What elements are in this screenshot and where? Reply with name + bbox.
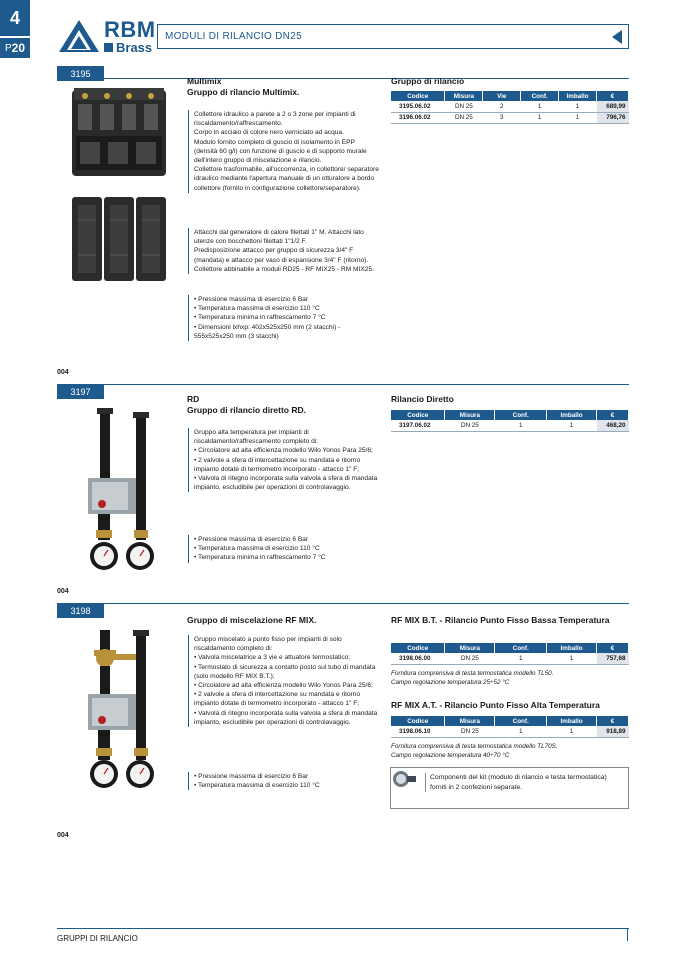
page-code: P 20 bbox=[0, 38, 30, 58]
table-note: Fornitura comprensiva di testa termostatica modello TL50. Campo regolazione temperatura 25÷52 °C bbox=[391, 670, 554, 686]
table-header: Misura bbox=[445, 91, 483, 101]
spec-item: • Pressione massima di esercizio 6 Bar bbox=[194, 772, 380, 781]
table-header: Conf. bbox=[521, 91, 559, 101]
section-tab-3195: 3195 bbox=[57, 66, 104, 81]
product-subtitle: Gruppo di rilancio diretto RD. bbox=[187, 405, 306, 415]
brand-name: RBM bbox=[104, 16, 156, 42]
left-arrow-icon[interactable] bbox=[612, 30, 622, 44]
table-title: Gruppo di rilancio bbox=[391, 76, 465, 86]
feature-item: • Circolatore ad alta efficienza modello Wilo Yonos Para 25/6; bbox=[194, 446, 380, 455]
price-table bbox=[391, 410, 629, 432]
section-divider bbox=[57, 78, 629, 79]
multimix-insulation-image bbox=[70, 195, 168, 283]
table-header: € bbox=[597, 91, 629, 101]
table-header: Vie bbox=[483, 91, 521, 101]
spec-item: • Temperatura massima di esercizio 110 °C bbox=[194, 781, 380, 790]
spec-item: • Temperatura massima di esercizio 110 °C bbox=[194, 304, 380, 313]
description-text: Modulo fornito completo di guscio di isolamento in EPP (densità 60 g/l) con funzione di guscio e di supporto murale dell'intero gruppo di miscelazione e rilancio. bbox=[194, 138, 367, 165]
spec-item: • Temperatura minima in raffrescamento 7 °C bbox=[194, 313, 380, 322]
table-note: Fornitura comprensiva di testa termostatica modello TL70S. Campo regolazione temperatura 40÷70 °C bbox=[391, 743, 558, 759]
description-text: Collettore trasformabile, all'occorrenza, in collettore/ separatore idraulico mediante l'apertura manuale di un otturatore a bordo collettore (fornito in configurazione collettore/separatore). bbox=[194, 166, 379, 192]
spec-item: • Pressione massima di esercizio 6 Bar bbox=[194, 535, 380, 544]
description-text: Collettore idraulico a parete a 2 o 3 zone per impianti di riscaldamento/raffrescamento. bbox=[194, 111, 356, 128]
table-title: RF MIX B.T. - Rilancio Punto Fisso Bassa Temperatura bbox=[391, 615, 610, 625]
section-tab-3198: 3198 bbox=[57, 603, 104, 618]
spec-item: • Temperatura massima di esercizio 110 °C bbox=[194, 544, 380, 553]
section-code: 004 bbox=[57, 588, 69, 595]
header-title: MODULI DI RILANCIO DN25 bbox=[165, 31, 302, 42]
feature-item: • Circolatore ad alta efficienza modello Wilo Yonos Para 25/6; bbox=[194, 681, 380, 690]
table-header: Conf. bbox=[495, 643, 547, 653]
table-header: Misura bbox=[445, 643, 495, 653]
footer-tick bbox=[627, 928, 628, 941]
table-header: Codice bbox=[391, 91, 445, 101]
product-subtitle: Gruppo di rilancio Multimix. bbox=[187, 87, 300, 97]
description-text: Gruppo miscelato a punto fisso per impianti di solo riscaldamento completo di: bbox=[194, 636, 342, 653]
multimix-product-image bbox=[70, 86, 168, 180]
page-number: 4 bbox=[0, 0, 30, 36]
info-text: Componenti del kit (modulo di rilancio e testa termostatica) forniti in 2 confezioni separate. bbox=[425, 773, 625, 792]
spec-item: • Pressione massima di esercizio 6 Bar bbox=[194, 295, 380, 304]
description-text: Gruppo alta temperatura per impianti di riscaldamento/raffrescamento completo di: bbox=[194, 429, 319, 446]
table-header: Conf. bbox=[495, 716, 547, 726]
description-text: Attacchi dal generatore di calore filettati 1" M. Attacchi lato utenze con bocchettoni filettati 1"1/2 F. bbox=[194, 229, 364, 246]
header-bar bbox=[157, 24, 629, 49]
specs-block bbox=[188, 295, 380, 341]
price-table bbox=[391, 91, 629, 124]
table-title: Rilancio Diretto bbox=[391, 394, 454, 404]
product-subtitle: Gruppo di miscelazione RF MIX. bbox=[187, 615, 317, 625]
table-header: Codice bbox=[391, 410, 445, 420]
table-header: Conf. bbox=[495, 410, 547, 420]
table-header: Imballo bbox=[547, 716, 597, 726]
table-title: RF MIX A.T. - Rilancio Punto Fisso Alta Temperatura bbox=[391, 700, 600, 710]
brand-sub: Brass bbox=[116, 39, 153, 55]
feature-item: • Valvola miscelatrice a 3 vie e attuatore termostatico; bbox=[194, 653, 380, 662]
footer-text: GRUPPI DI RILANCIO bbox=[57, 934, 138, 943]
spec-item: • Dimensioni lxhxp: 402x525x250 mm (2 stacchi) - 555x525x250 mm (3 stacchi) bbox=[194, 323, 380, 341]
table-row: 3197.06.02 DN 25 1 1 468,20 bbox=[391, 420, 629, 431]
description-block bbox=[188, 635, 380, 727]
feature-item: • Valvola di ritegno incorporata sulla valvola a sfera di mandata impianto, escludibile per operazioni di controlavaggio. bbox=[194, 474, 380, 492]
section-divider bbox=[57, 384, 629, 385]
table-header: € bbox=[597, 716, 629, 726]
spec-item: • Temperatura minima in raffrescamento 7 °C bbox=[194, 553, 380, 562]
description-block bbox=[188, 228, 380, 274]
table-row: 3198.06.10 DN 25 1 1 918,89 bbox=[391, 726, 629, 737]
feature-item: • Valvola di ritegno incorporata sulla valvola a sfera di mandata impianto, escludibile per operazioni di controlavaggio. bbox=[194, 709, 380, 727]
description-block bbox=[188, 110, 380, 193]
description-block bbox=[188, 428, 380, 492]
feature-item: • 2 valvole a sfera di intercettazione su mandata e ritorno impianto dotate di termometro incorporato - attacco 1" F; bbox=[194, 690, 380, 708]
table-header: Imballo bbox=[559, 91, 597, 101]
price-table bbox=[391, 643, 629, 665]
table-row: 3196.06.02 DN 25 3 1 1 796,76 bbox=[391, 112, 629, 123]
section-divider bbox=[57, 603, 629, 604]
section-tab-3197: 3197 bbox=[57, 384, 104, 399]
thermostat-head-icon bbox=[391, 769, 417, 789]
description-text: Corpo in acciaio di colore nero verniciato ad acqua. bbox=[194, 129, 344, 137]
description-text: Predisposizione attacco per gruppo di sicurezza 3/4" F (mandata) e attacco per vaso di espansione 3/4" F (ritorno). Collettore abbinabile a moduli RD25 - RF MIX25 - RM MIX25. bbox=[194, 247, 374, 273]
table-header: Misura bbox=[445, 410, 495, 420]
specs-block bbox=[188, 772, 380, 790]
table-header: Imballo bbox=[547, 410, 597, 420]
section-code: 004 bbox=[57, 369, 69, 376]
price-table bbox=[391, 716, 629, 738]
rfmix-product-image bbox=[78, 624, 163, 796]
product-name: Multimix bbox=[187, 76, 222, 86]
table-row: 3198.06.00 DN 25 1 1 757,68 bbox=[391, 653, 629, 664]
brand-dot bbox=[104, 43, 113, 52]
table-row: 3195.06.02 DN 25 2 1 1 689,99 bbox=[391, 101, 629, 112]
rd-product-image bbox=[78, 404, 163, 576]
table-header: € bbox=[597, 643, 629, 653]
specs-block bbox=[188, 535, 380, 563]
table-header: Codice bbox=[391, 643, 445, 653]
table-header: € bbox=[597, 410, 629, 420]
table-header: Codice bbox=[391, 716, 445, 726]
product-name: RD bbox=[187, 394, 200, 404]
table-header: Imballo bbox=[547, 643, 597, 653]
footer-divider bbox=[57, 928, 629, 929]
feature-item: • Termostato di sicurezza a contatto posto sul tubo di mandata (solo modello RF MIX B.T.); bbox=[194, 663, 380, 681]
table-header: Misura bbox=[445, 716, 495, 726]
section-code: 004 bbox=[57, 832, 69, 839]
brand-logo bbox=[57, 18, 156, 54]
rbm-triangle-logo-icon bbox=[57, 18, 101, 54]
feature-item: • 2 valvole a sfera di intercettazione su mandata e ritorno impianto dotate di termometro incorporato - attacco 1" F; bbox=[194, 456, 380, 474]
